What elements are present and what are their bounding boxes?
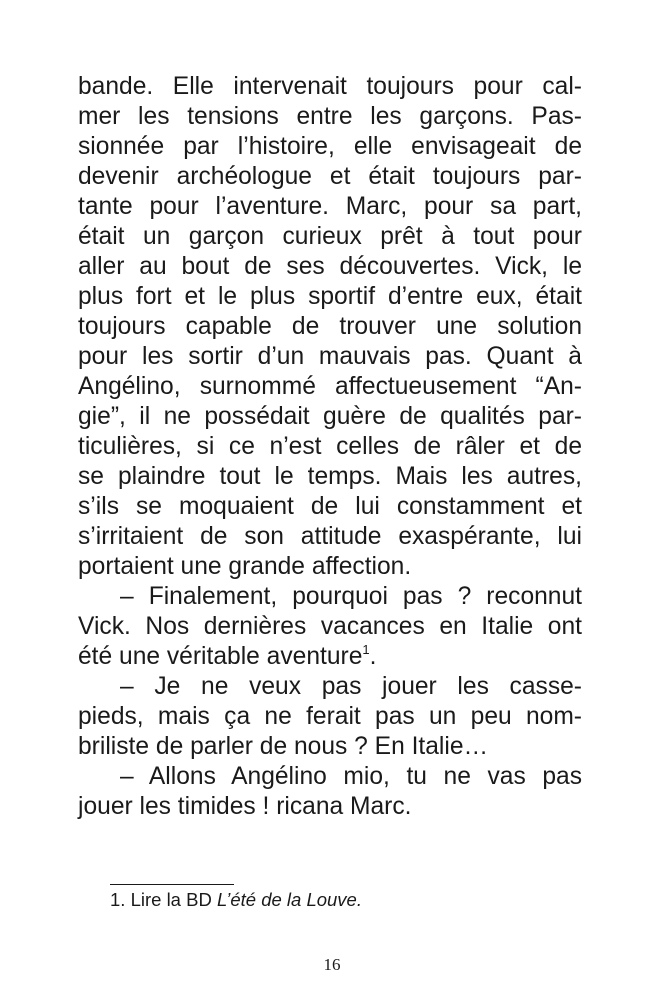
footnote-title: L’été de la Louve.: [216, 889, 362, 910]
text-line: plus fort et le plus sportif d’entre eux, était: [78, 283, 582, 310]
text-line: pieds, mais ça ne ferait pas un peu nom-: [78, 703, 582, 730]
footnote-lead: Lire la BD: [130, 889, 212, 910]
text-line: gie”, il ne possédait guère de qualités par-: [78, 403, 582, 430]
body-text: [78, 72, 582, 822]
text-line: portaient une grande affection.: [78, 553, 412, 580]
text-fragment: .: [369, 643, 377, 670]
text-line: bande. Elle intervenait toujours pour cal-: [78, 73, 582, 100]
text-line: Vick. Nos dernières vacances en Italie ont: [78, 613, 582, 640]
footnote-number: 1.: [110, 889, 126, 910]
text-line: s’ils se moquaient de lui constamment et: [78, 493, 582, 520]
text-line: Angélino, surnommé affectueusement “An-: [78, 373, 582, 400]
footnote-marker: 1: [362, 642, 370, 657]
text-line: devenir archéologue et était toujours par-: [78, 163, 582, 190]
dialogue-line: – Je ne veux pas jouer les casse-: [120, 673, 582, 700]
dialogue-line: – Finalement, pourquoi pas ? reconnut: [120, 583, 582, 610]
text-line: jouer les timides ! ricana Marc.: [78, 793, 412, 820]
footnote-separator: [110, 884, 234, 885]
text-line: briliste de parler de nous ? En Italie…: [78, 733, 489, 760]
text-fragment: été une véritable aventure: [78, 643, 363, 670]
text-line: mer les tensions entre les garçons. Pas-: [78, 103, 582, 130]
text-line: sionnée par l’histoire, elle envisageait de: [78, 133, 582, 160]
page-number: 16: [323, 955, 341, 974]
text-line: s’irritaient de son attitude exaspérante, lui: [78, 523, 582, 550]
text-line: tante pour l’aventure. Marc, pour sa part,: [78, 193, 582, 220]
text-line: pour les sortir d’un mauvais pas. Quant à: [78, 343, 582, 370]
text-line: ticulières, si ce n’est celles de râler et de: [78, 433, 582, 460]
text-line-with-footnote: [78, 642, 582, 672]
dialogue-line: – Allons Angélino mio, tu ne vas pas: [120, 763, 582, 790]
text-line: toujours capable de trouver une solution: [78, 313, 582, 340]
footnote: [110, 889, 362, 911]
text-line: aller au bout de ses découvertes. Vick, le: [78, 253, 582, 280]
text-line: se plaindre tout le temps. Mais les autres,: [78, 463, 582, 490]
text-line: était un garçon curieux prêt à tout pour: [78, 223, 582, 250]
